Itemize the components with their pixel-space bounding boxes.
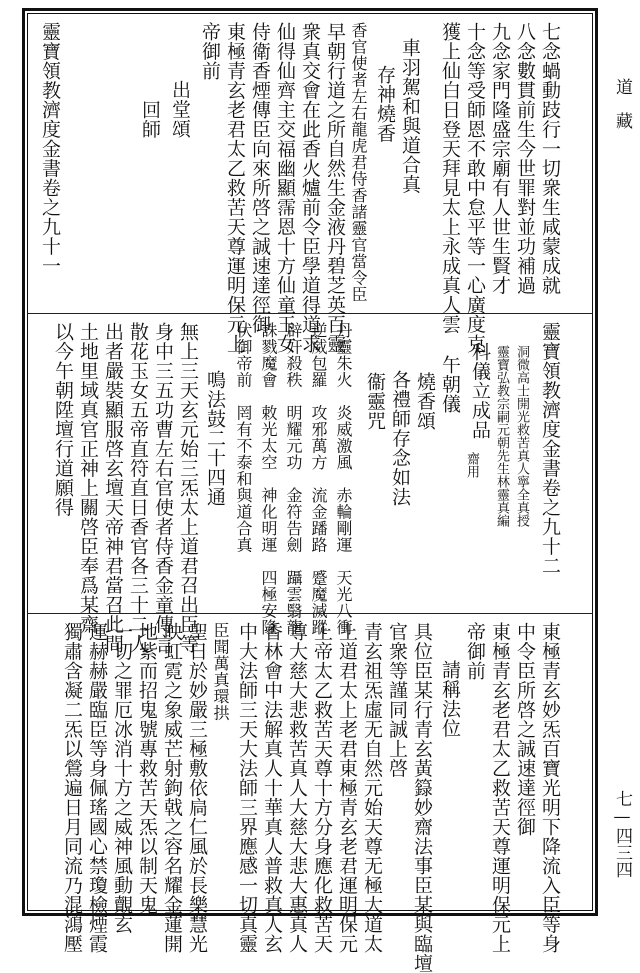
text-column: 午朝儀 [439,355,461,414]
text-column: 香林會中法解真人十華真人普救真人玄 [261,622,283,954]
text-column: 車羽駕和與道合真 [399,38,421,194]
text-column: 燒香頌 [414,372,436,431]
text-column: 散花玉女五帝直符直日香官各三十二人 [127,322,149,654]
text-column: 請稱法位 [439,660,461,738]
text-column: 辟奸殺秩 明耀元功 金符告劍 躡雲翳龍 [284,322,303,636]
text-column: 帝御前 [199,22,221,81]
text-column: 一切之罪厄冰消十方之威神風動覿玄 [111,622,133,934]
text-column: 以今午朝陞壇行道願得 [52,322,74,517]
text-column: 九念家門隆盛宗廟有人世生賢才 [489,22,511,295]
text-column: 各禮師存念如法 [389,370,411,507]
text-column: 上道君太上老君東極青玄老君運明保元 [336,622,358,954]
text-column: 十念等受師恩不敢中怠平等一心廣度克 [464,22,486,354]
text-column: 帝御前 [464,622,486,681]
text-column: 中大法師三天大法師三界應感一切真靈 [236,622,258,954]
text-column: 獨肅含凝二炁以鶯遍日月同流乃混鴻壓 [61,622,83,954]
text-column: 身中三五功曹左右官使者侍香金童傳言 [152,322,174,654]
text-column: 無上三天玄元始三炁太上道君召出臣等 [177,322,199,654]
text-column: 上帝太乙救苦天尊十方分身應化救苦天 [311,622,333,954]
text-column: 臣聞萬真環拱 [211,622,230,721]
text-column: 靈寶弘教宗嗣元朝先生林靈真編 [494,345,509,527]
text-column: 出者嚴裝顯服啓玄壇天帝神君當召此間 [102,322,124,654]
text-column: 官衆等謹同誠上啓 [386,622,408,778]
text-column: 靈寶領教濟度金書卷之九十一 [39,22,61,276]
text-column: 伏御帝前 罔有不泰和與道合真 [234,322,253,553]
margin-title: 道 藏 [612,78,632,129]
text-column: 鳴法鼓二十四通 [204,370,226,507]
text-column: 仙得仙齊主交福幽顯霈恩十方仙童玉女 [274,22,296,354]
text-column: 獲上仙白日登天拜見太上永成真人雲 [439,22,461,334]
text-column: 誅戮魔會 敕光太空 神化明運 四極安隆 [259,322,278,636]
text-column: 東極青玄妙炁百寶光明下降流入臣等身 [539,622,561,954]
page-number: 七—四三四 [612,790,632,878]
text-column: 青玄祖炁虛无自然元始天尊无極大道太 [361,622,383,954]
text-column: 尊大慈大悲救苦真人大慈大悲大惠真人 [286,622,308,954]
text-column: 運赫赫嚴臨臣等身佩瑤國心禁瓊檢煙霞 [86,622,108,954]
text-column: 地紫而招鬼號專救苦天炁以制天鬼 [136,622,158,915]
text-column: 聖日於妙嚴三極敷依扃仁風於長樂慧光 [186,622,208,954]
text-column: 逆威包羅 攻邪萬方 流金蹯路 蹙魔滅蹤 [309,322,328,636]
text-column: 映虹霓之象威芒射鉤戟之容名耀金蓮開 [161,622,183,954]
text-column: 七念蝸動跂行一切衆生咸蒙成就 [539,22,561,295]
text-column: 科儀立成品 [469,342,491,440]
text-column: 丹靈朱火 炎威激風 赤輪剛運 天光八衝 [334,322,353,636]
text-column: 衞靈咒 [364,372,386,431]
text-column: 早朝行道之所自然生金液丹碧芝英百靈 [324,22,346,354]
text-column: 東極青玄老君太乙救苦天尊運明保元上 [224,22,246,354]
text-column: 侍衛香煙傳臣向來所啓之誠速達徑御 [249,22,271,334]
text-column: 土地里域真官正神上關啓臣奉爲某齋 [77,322,99,634]
text-column: 回師 [139,100,161,139]
text-column: 衆真交會在此香火爐前令臣學道得道求 [299,22,321,354]
text-column: 出堂頌 [169,80,191,139]
text-column: 洞微高士開光救苦真人寧全真授 [514,345,529,527]
text-column: 八念數貫前生今世罪對並功補過 [514,22,536,295]
text-column: 具位臣某行青玄黃籙妙齋法事臣某與臨壇 [411,622,433,973]
text-column: 靈寶領教濟度金書卷之九十二 [539,322,561,576]
text-column: 香官使者左右龍虎君侍香諸靈官當令臣 [349,22,368,303]
text-column: 齋用 [464,452,479,478]
text-column: 東極青玄老君太乙救苦天尊運明保元上 [489,622,511,954]
text-column: 存神燒香 [374,65,396,143]
text-column: 中令臣所啓之誠速達徑御 [514,622,536,837]
